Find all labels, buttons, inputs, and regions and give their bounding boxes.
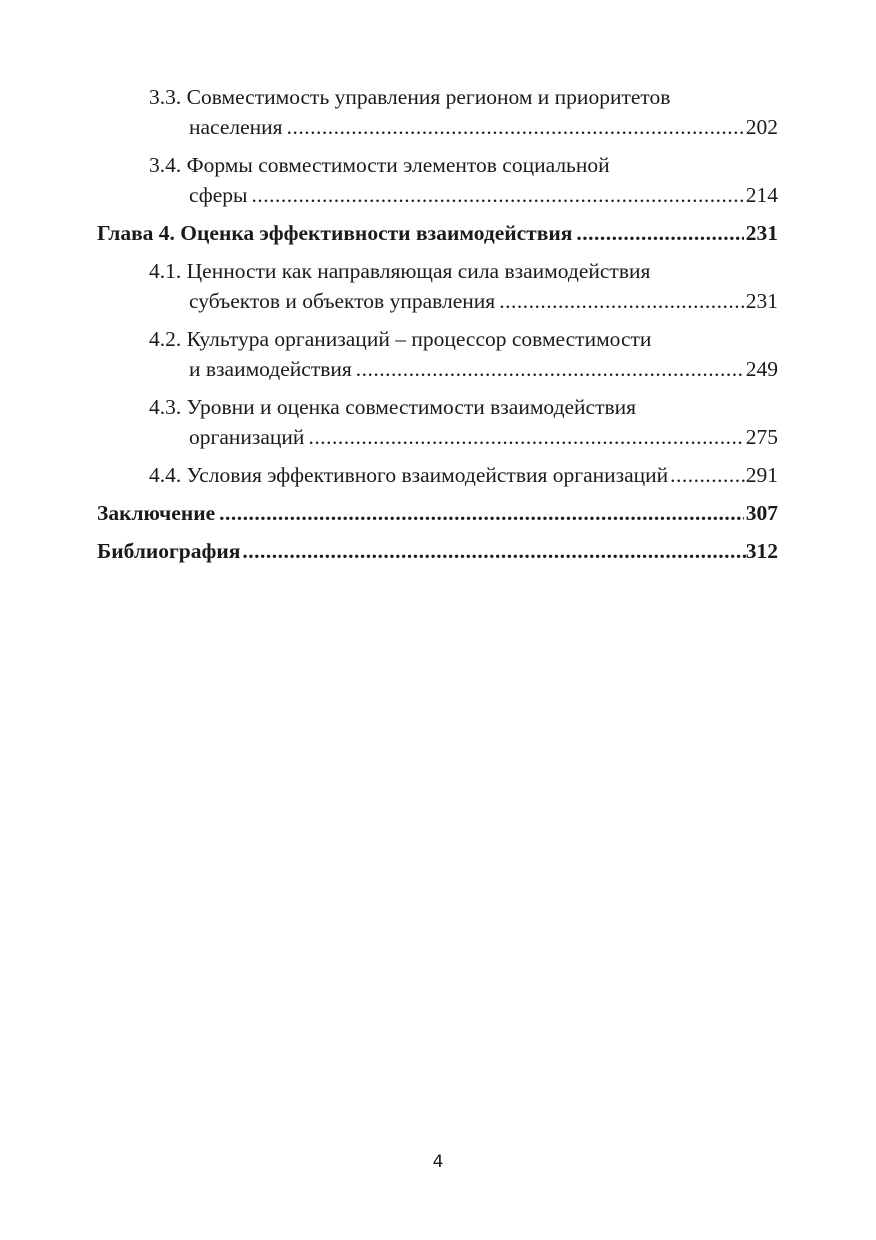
toc-page-number: 231 <box>745 221 778 245</box>
dot-leader <box>670 460 746 490</box>
toc-entry-title-continued: сферы <box>189 183 248 207</box>
dot-leader <box>242 536 745 566</box>
toc-entry-4-1[interactable] <box>97 256 778 316</box>
toc-entry-4-4[interactable] <box>97 460 778 490</box>
dot-leader <box>356 354 744 384</box>
page-footer-number: 4 <box>432 1152 444 1172</box>
toc-entry-title: 4.1. Ценности как направляющая сила взаимодействия <box>149 259 651 283</box>
toc-entry-conclusion[interactable] <box>97 498 778 528</box>
toc-entry-line <box>97 498 778 528</box>
toc-entry-3-3[interactable] <box>97 82 778 142</box>
toc-entry-last-line <box>149 180 778 210</box>
toc-entry-bibliography[interactable] <box>97 536 778 566</box>
toc-entry-last-line <box>149 354 778 384</box>
toc-page-number: 275 <box>745 425 778 449</box>
toc-entry-3-4[interactable] <box>97 150 778 210</box>
dot-leader <box>308 422 743 452</box>
toc-chapter-title: Библиография <box>97 539 241 563</box>
toc-page-number: 249 <box>745 357 778 381</box>
toc-entry-last-line <box>149 422 778 452</box>
toc-page-number: 202 <box>745 115 778 139</box>
toc-entry-4-2[interactable] <box>97 324 778 384</box>
toc-chapter-title: Глава 4. Оценка эффективности взаимодействия <box>97 221 573 245</box>
toc-entry-line <box>97 218 778 248</box>
toc-chapter-title: Заключение <box>97 501 216 525</box>
toc-entry-last-line <box>149 286 778 316</box>
table-of-contents <box>97 82 778 574</box>
toc-page-number: 312 <box>745 539 778 563</box>
toc-entry-line <box>97 536 778 566</box>
toc-page-number: 307 <box>745 501 778 525</box>
toc-page-number: 214 <box>745 183 778 207</box>
toc-entry-title: 4.4. Условия эффективного взаимодействия организаций <box>149 463 669 487</box>
toc-entry-title: 3.3. Совместимость управления регионом и приоритетов <box>149 85 671 109</box>
toc-entry-last-line <box>149 112 778 142</box>
toc-entry-title: 4.3. Уровни и оценка совместимости взаимодействия <box>149 395 637 419</box>
toc-page-number: 231 <box>745 289 778 313</box>
dot-leader <box>287 112 744 142</box>
toc-entry-title-continued: субъектов и объектов управления <box>189 289 496 313</box>
dot-leader <box>576 218 743 248</box>
toc-entry-title: 3.4. Формы совместимости элементов социальной <box>149 153 610 177</box>
toc-entry-4-3[interactable] <box>97 392 778 452</box>
toc-entry-line <box>149 460 778 490</box>
toc-entry-title-continued: организаций <box>189 425 305 449</box>
toc-entry-title: 4.2. Культура организаций – процессор совместимости <box>149 327 652 351</box>
dot-leader <box>219 498 744 528</box>
toc-page-number: 291 <box>745 463 778 487</box>
dot-leader <box>251 180 743 210</box>
toc-entry-chapter-4[interactable] <box>97 218 778 248</box>
dot-leader <box>499 286 744 316</box>
toc-entry-title-continued: и взаимодействия <box>189 357 352 381</box>
toc-entry-title-continued: населения <box>189 115 283 139</box>
